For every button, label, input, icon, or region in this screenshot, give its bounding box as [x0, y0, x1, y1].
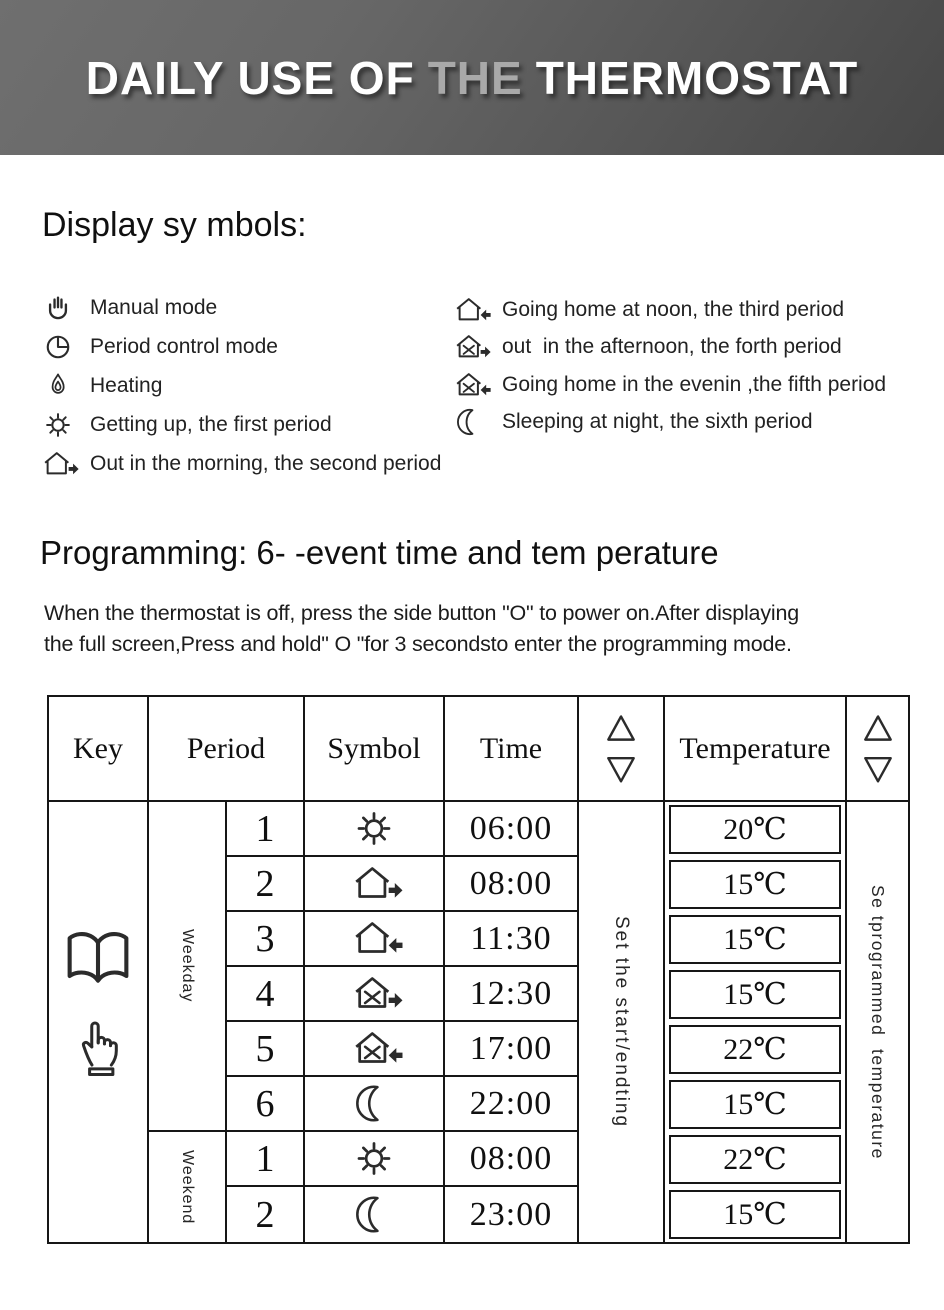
symbol-cell: [305, 857, 445, 912]
col-header-key: [49, 697, 149, 802]
time-value: 08:00: [469, 864, 553, 902]
period-number-cell: [227, 1132, 305, 1187]
col-header-symbol: [305, 697, 445, 802]
col-header-symbol-label: Symbol: [327, 731, 421, 765]
symbol-cell: [305, 967, 445, 1022]
title-part-1: DAILY USE OF: [85, 51, 415, 104]
period-number: 4: [255, 972, 275, 1015]
programming-heading: Programming: 6- -event time and tem perature: [40, 534, 719, 571]
key-cell: [49, 802, 149, 1242]
legend-label: Going home in the evenin ,the fifth period: [502, 372, 887, 396]
hand-point-icon: [70, 1015, 126, 1084]
temperature-cell: [665, 1187, 847, 1242]
temperature-value: 15℃: [723, 1088, 787, 1121]
time-cell: [445, 802, 579, 857]
programming-table: [47, 695, 910, 1244]
temperature-cell: [665, 802, 847, 857]
programming-instructions: [44, 598, 910, 660]
temperature-cell: [665, 912, 847, 967]
period-number: 3: [255, 917, 275, 960]
temperature-box: [669, 1190, 841, 1239]
symbol-cell: [305, 1077, 445, 1132]
period-number: 1: [255, 1137, 275, 1180]
sun-icon: [345, 1138, 403, 1179]
time-cell: [445, 1132, 579, 1187]
temperature-box: [669, 970, 841, 1019]
temperature-cell: [665, 1132, 847, 1187]
col-header-key-label: Key: [73, 731, 123, 765]
instruction-line: the full screen,Press and hold" O "for 3 secondsto enter the programming mode.: [44, 632, 792, 656]
triangle-up-icon: [861, 712, 895, 743]
legend-label: Getting up, the first period: [90, 412, 332, 436]
col-header-time: [445, 697, 579, 802]
symbol-legend-right: [446, 291, 886, 441]
legend-label: Manual mode: [90, 295, 218, 319]
triangle-down-icon: [604, 754, 638, 785]
temperature-value: 15℃: [723, 1198, 787, 1231]
time-value: 12:30: [469, 974, 553, 1012]
house-x-in-icon: [345, 1028, 403, 1069]
time-value: 22:00: [469, 1084, 553, 1122]
col-header-temperature-label: Temperature: [679, 731, 831, 765]
temperature-value: 15℃: [723, 868, 787, 901]
moon-icon: [345, 1083, 403, 1124]
sun-icon: [345, 808, 403, 849]
house-in-icon: [345, 918, 403, 959]
temperature-box: [669, 860, 841, 909]
temperature-value: 22℃: [723, 1033, 787, 1066]
temperature-value: 15℃: [723, 923, 787, 956]
temperature-cell: [665, 857, 847, 912]
legend-label: Sleeping at night, the sixth period: [502, 410, 813, 434]
period-group-label: Weekday: [179, 929, 196, 1003]
legend-item: [446, 366, 886, 404]
temperature-box: [669, 1080, 841, 1129]
legend-item: [34, 366, 441, 405]
temperature-value: 20℃: [723, 813, 787, 846]
symbol-cell: [305, 1022, 445, 1077]
period-group-cell: [149, 802, 227, 1132]
house-x-in-icon: [446, 370, 494, 400]
period-number: 1: [255, 807, 275, 850]
house-x-out-icon: [446, 332, 494, 362]
period-number-cell: [227, 967, 305, 1022]
legend-item: [446, 404, 886, 442]
time-value: 06:00: [469, 809, 553, 847]
time-value: 23:00: [469, 1195, 553, 1233]
title-band: [0, 0, 944, 155]
set-start-end-cell: [579, 802, 665, 1242]
period-group-cell: [149, 1132, 227, 1242]
period-group-label: Weekend: [179, 1149, 196, 1225]
instruction-line: When the thermostat is off, press the side button "O" to power on.After displaying: [44, 601, 799, 625]
legend-item: [34, 405, 441, 444]
period-number: 5: [255, 1027, 275, 1070]
period-number: 2: [255, 862, 275, 905]
period-number-cell: [227, 912, 305, 967]
period-number-cell: [227, 1077, 305, 1132]
triangle-up-icon: [604, 712, 638, 743]
temperature-box: [669, 805, 841, 854]
col-header-time-label: Time: [479, 731, 543, 765]
time-cell: [445, 1187, 579, 1242]
page-title: [86, 51, 859, 105]
temperature-value: 15℃: [723, 978, 787, 1011]
period-number-cell: [227, 857, 305, 912]
time-cell: [445, 857, 579, 912]
symbol-legend-left: [34, 288, 441, 483]
col-header-period: [149, 697, 305, 802]
legend-label: Heating: [90, 373, 163, 397]
house-in-icon: [446, 295, 494, 325]
symbol-cell: [305, 912, 445, 967]
hand-raised-icon: [34, 293, 82, 323]
symbol-cell: [305, 802, 445, 857]
title-part-3: THERMOSTAT: [535, 51, 859, 104]
set-temperature-label: Se tprogrammed temperature: [868, 884, 888, 1160]
set-temperature-cell: [847, 802, 908, 1242]
temperature-box: [669, 915, 841, 964]
legend-item: [34, 444, 441, 483]
period-number: 2: [255, 1193, 275, 1236]
legend-item: [34, 327, 441, 366]
temperature-cell: [665, 1022, 847, 1077]
house-out-icon: [345, 863, 403, 904]
time-value: 11:30: [470, 919, 552, 957]
set-start-end-label: Set the start/endting: [611, 915, 632, 1129]
time-cell: [445, 912, 579, 967]
symbol-cell: [305, 1187, 445, 1242]
display-symbols-heading: Display sy mbols:: [42, 206, 307, 244]
house-out-icon: [34, 449, 82, 479]
time-value: 17:00: [469, 1029, 553, 1067]
temperature-cell: [665, 967, 847, 1022]
triangle-down-icon: [861, 754, 895, 785]
temperature-value: 22℃: [723, 1143, 787, 1176]
flame-icon: [34, 371, 82, 401]
time-cell: [445, 967, 579, 1022]
col-header-period-label: Period: [186, 731, 266, 765]
time-value: 08:00: [469, 1139, 553, 1177]
temperature-cell: [665, 1077, 847, 1132]
time-cell: [445, 1077, 579, 1132]
legend-item: [446, 291, 886, 329]
legend-label: Going home at noon, the third period: [502, 297, 845, 321]
house-x-out-icon: [345, 973, 403, 1014]
time-adjust-arrows: [579, 697, 665, 802]
legend-item: [446, 329, 886, 367]
book-open-icon: [60, 924, 136, 987]
period-number-cell: [227, 802, 305, 857]
legend-label: out in the afternoon, the forth period: [502, 335, 842, 359]
title-part-2: THE: [427, 51, 523, 104]
col-header-temperature: [665, 697, 847, 802]
period-number: 6: [255, 1082, 275, 1125]
clock-icon: [34, 332, 82, 362]
moon-icon: [446, 407, 494, 437]
time-cell: [445, 1022, 579, 1077]
sun-icon: [34, 410, 82, 440]
legend-label: Period control mode: [90, 334, 278, 358]
symbol-cell: [305, 1132, 445, 1187]
period-number-cell: [227, 1022, 305, 1077]
temperature-box: [669, 1025, 841, 1074]
legend-label: Out in the morning, the second period: [90, 451, 442, 475]
temperature-box: [669, 1135, 841, 1184]
temp-adjust-arrows: [847, 697, 908, 802]
moon-icon: [345, 1194, 403, 1235]
legend-item: [34, 288, 441, 327]
period-number-cell: [227, 1187, 305, 1242]
